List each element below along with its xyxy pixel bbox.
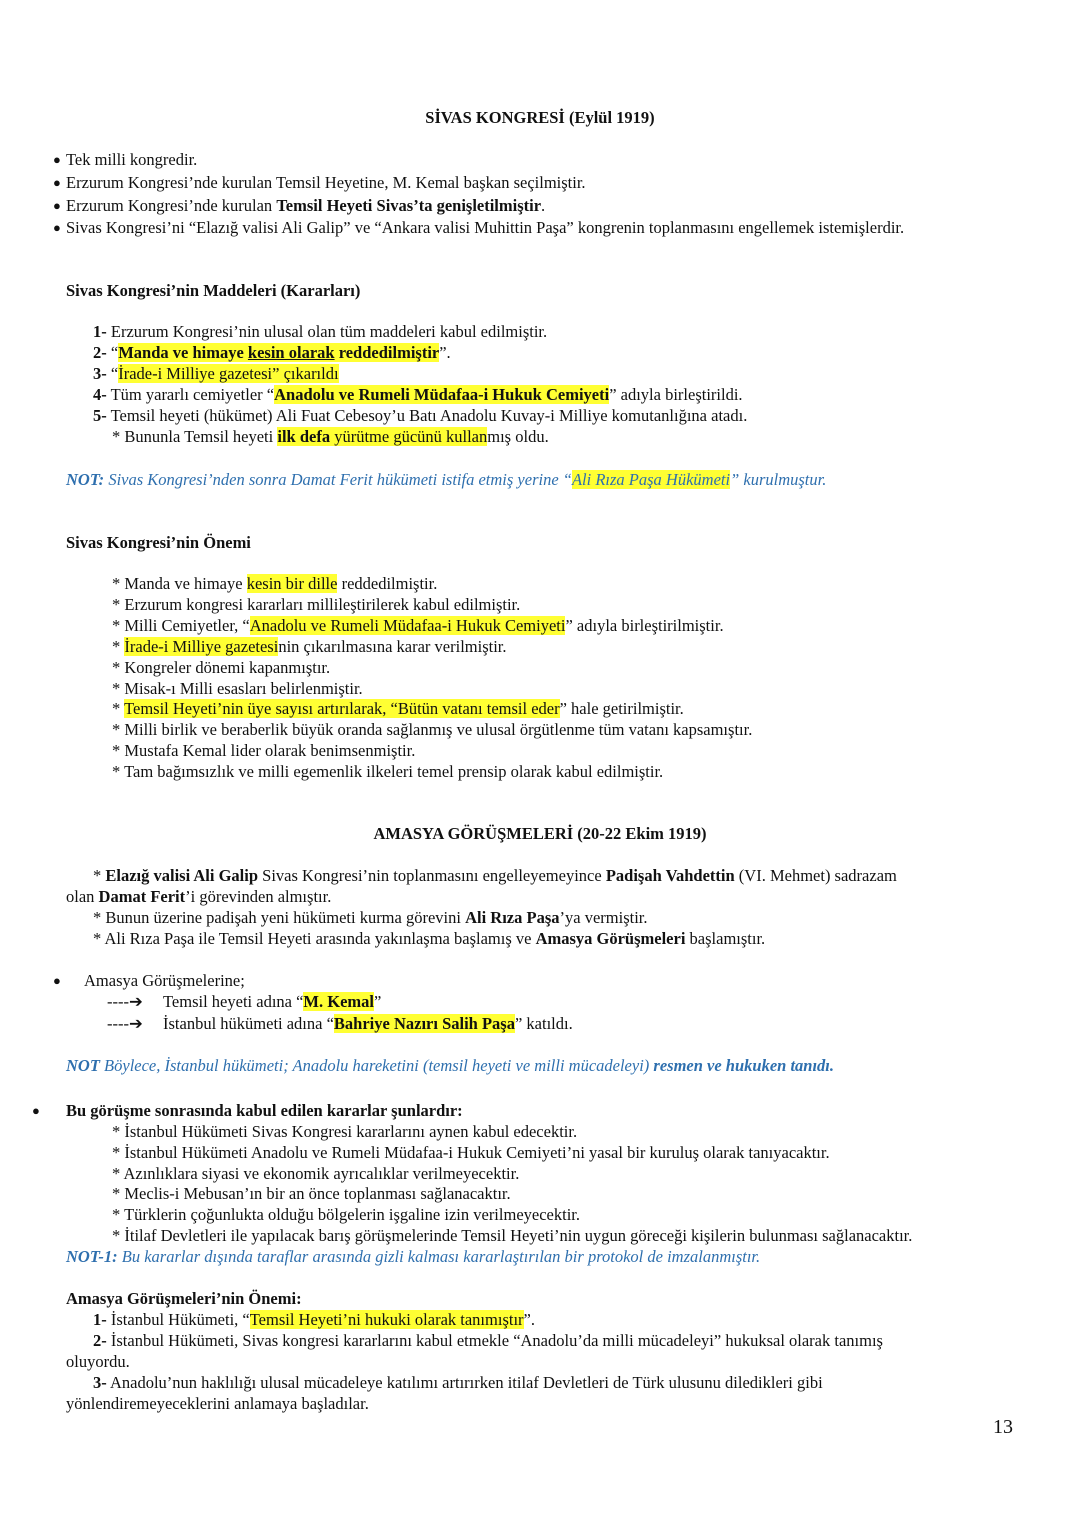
amasya-onem-1: 1- İstanbul Hükümeti, “Temsil Heyeti’ni hukuki olarak tanımıştır”. (93, 1310, 535, 1329)
onem-item: * Kongreler dönemi kapanmıştır. (112, 658, 331, 677)
amasya-onem-2-cont: oluyordu. (66, 1352, 130, 1371)
sivas-note: NOT: Sivas Kongresi’nden sonra Damat Ferit hükümeti istifa etmiş yerine “Ali Rıza Paşa Hükümeti” kurulmuştur. (66, 470, 827, 489)
amasya-onem-3: 3- Anadolu’nun haklılığı ulusal mücadeleye katılımı artırırken itilaf Devletleri de Türk ulusunu diledikleri gibi (93, 1373, 823, 1392)
bullet-dot: ● (53, 198, 61, 213)
sivas-title: SİVAS KONGRESİ (Eylül 1919) (425, 108, 655, 127)
madde-4: 4- Tüm yararlı cemiyetler “Anadolu ve Rumeli Müdafaa-i Hukuk Cemiyeti” adıyla birleştirildi. (93, 385, 743, 404)
sivas-bullet-4: Sivas Kongresi’ni “Elazığ valisi Ali Galip” ve “Ankara valisi Muhittin Paşa” kongrenin toplanmasını engellemek istemişlerdir. (66, 218, 905, 237)
katilim-1: Temsil heyeti adına “M. Kemal” (163, 992, 382, 1011)
madde-5-sub: * Bununla Temsil heyeti ilk defa yürütme gücünü kullanmış oldu. (112, 427, 549, 446)
amasya-note: NOT Böylece, İstanbul hükümeti; Anadolu hareketini (temsil heyeti ve milli mücadeleyi) resmen ve hukuken tanıdı. (66, 1056, 835, 1075)
kararlar-heading: Bu görüşme sonrasında kabul edilen kararlar şunlardır: (66, 1101, 463, 1120)
amasya-onem-2: 2- İstanbul Hükümeti, Sivas kongresi kararlarını kabul etmekle “Anadolu’da milli mücadeleyi” hukuksal olarak tanımış (93, 1331, 883, 1350)
amasya-onem-3-cont: yönlendiremeyeceklerini anlamaya başladılar. (66, 1394, 369, 1413)
karar-item: * İstanbul Hükümeti Sivas Kongresi kararlarını aynen kabul edecektir. (112, 1122, 578, 1141)
karar-item: * Türklerin çoğunlukta olduğu bölgelerin işgaline izin verilmeyecektir. (112, 1205, 580, 1224)
amasya-onem-heading: Amasya Görüşmeleri’nin Önemi: (66, 1289, 302, 1308)
karar-item: * İtilaf Devletleri ile yapılacak barış görüşmelerinde Temsil Heyeti’nin uygun göreceği kişilerin bulunması sağlanacaktır. (112, 1226, 913, 1245)
amasya-note-1: NOT-1: Bu kararlar dışında taraflar arasında gizli kalması kararlaştırılan bir protokol de imzalanmıştır. (66, 1247, 761, 1266)
bullet-dot: ● (53, 220, 61, 235)
madde-3: 3- “İrade-i Milliye gazetesi” çıkarıldı (93, 364, 339, 383)
sivas-onem-heading: Sivas Kongresi’nin Önemi (66, 533, 251, 552)
onem-item: * Mustafa Kemal lider olarak benimsenmiştir. (112, 741, 416, 760)
sivas-bullet-1: Tek milli kongredir. (66, 150, 198, 169)
arrow-icon: ----➔ (107, 992, 143, 1011)
amasya-para-1: * Elazığ valisi Ali Galip Sivas Kongresi’nin toplanmasını engelleyemeyince Padişah Vahdettin (VI. Mehmet) sadrazam (93, 866, 897, 885)
bullet-dot: ● (53, 152, 61, 167)
madde-5: 5- Temsil heyeti (hükümet) Ali Fuat Cebesoy’u Batı Anadolu Kuvay-i Milliye komutanlığına atadı. (93, 406, 748, 425)
amasya-para-1-cont: olan Damat Ferit’i görevinden almıştır. (66, 887, 332, 906)
onem-item: * Temsil Heyeti’nin üye sayısı artırılarak, “Bütün vatanı temsil eder” hale getirilmiştir. (112, 699, 684, 718)
bullet-dot: ● (53, 973, 61, 988)
onem-item: * Manda ve himaye kesin bir dille reddedilmiştir. (112, 574, 438, 593)
amasya-title: AMASYA GÖRÜŞMELERİ (20-22 Ekim 1919) (373, 824, 707, 843)
sivas-bullet-2: Erzurum Kongresi’nde kurulan Temsil Heyetine, M. Kemal başkan seçilmiştir. (66, 173, 586, 192)
page-number: 13 (993, 1416, 1013, 1438)
maddeler-heading: Sivas Kongresi’nin Maddeleri (Kararları) (66, 281, 361, 300)
onem-item: * Misak-ı Milli esasları belirlenmiştir. (112, 679, 363, 698)
madde-2: 2- “Manda ve himaye kesin olarak reddedilmiştir”. (93, 343, 451, 362)
madde-1: 1- Erzurum Kongresi’nin ulusal olan tüm maddeleri kabul edilmiştir. (93, 322, 548, 341)
karar-item: * Meclis-i Mebusan’ın bir an önce toplanması sağlanacaktır. (112, 1184, 511, 1203)
onem-item: * İrade-i Milliye gazetesinin çıkarılmasına karar verilmiştir. (112, 637, 507, 656)
karar-item: * İstanbul Hükümeti Anadolu ve Rumeli Müdafaa-i Hukuk Cemiyeti’ni yasal bir kuruluş olarak tanıyacaktır. (112, 1143, 830, 1162)
katilim-2: İstanbul hükümeti adına “Bahriye Nazırı Salih Paşa” katıldı. (163, 1014, 573, 1033)
katilim-intro: Amasya Görüşmelerine; (84, 971, 245, 990)
onem-item: * Tam bağımsızlık ve milli egemenlik ilkeleri temel prensip olarak kabul edilmiştir. (112, 762, 664, 781)
arrow-icon: ----➔ (107, 1014, 143, 1033)
karar-item: * Azınlıklara siyasi ve ekonomik ayrıcalıklar verilmeyecektir. (112, 1164, 520, 1183)
onem-item: * Erzurum kongresi kararları millileştirilerek kabul edilmiştir. (112, 595, 521, 614)
bullet-dot: ● (53, 175, 61, 190)
sivas-bullet-3: Erzurum Kongresi’nde kurulan Temsil Heyeti Sivas’ta genişletilmiştir. (66, 196, 546, 215)
amasya-para-3: * Ali Rıza Paşa ile Temsil Heyeti arasında yakınlaşma başlamış ve Amasya Görüşmeleri başlamıştır. (93, 929, 766, 948)
bullet-dot: ● (32, 1103, 40, 1118)
onem-item: * Milli birlik ve beraberlik büyük oranda sağlanmış ve ulusal örgütlenme tüm vatanı kapsamıştır. (112, 720, 753, 739)
amasya-para-2: * Bunun üzerine padişah yeni hükümeti kurma görevini Ali Rıza Paşa’ya vermiştir. (93, 908, 648, 927)
onem-item: * Milli Cemiyetler, “Anadolu ve Rumeli Müdafaa-i Hukuk Cemiyeti” adıyla birleştirilmiştir. (112, 616, 724, 635)
